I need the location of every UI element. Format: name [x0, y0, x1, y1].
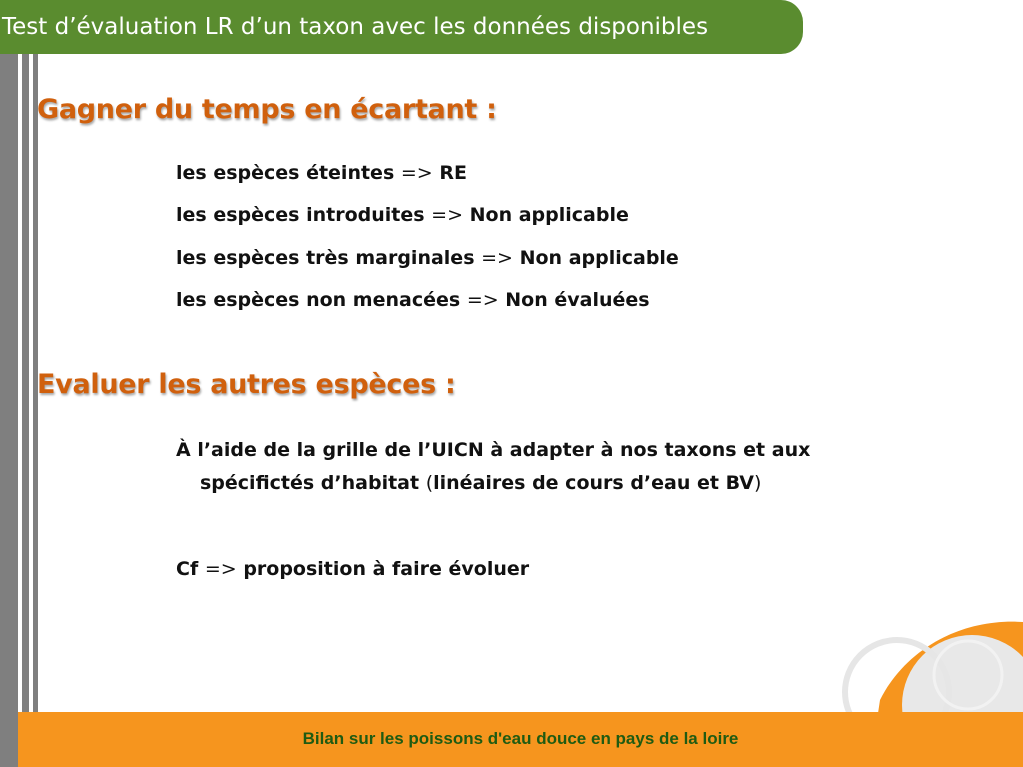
- habitat-detail: linéaires de cours d’eau et BV: [433, 472, 754, 494]
- paragraph-line-2: [176, 467, 936, 500]
- habitat-text: spécifictés d’habitat: [200, 472, 426, 494]
- item-result: Non applicable: [469, 204, 629, 226]
- list-item: [176, 289, 650, 311]
- item-result: Non évaluées: [505, 289, 650, 311]
- item-arrow: =>: [431, 204, 464, 226]
- section-heading-2: Evaluer les autres espèces :: [37, 369, 456, 400]
- item-label: les espèces éteintes: [176, 162, 395, 184]
- paragraph-grille: [176, 434, 936, 500]
- list-item: [176, 247, 679, 269]
- cf-text: proposition à faire évoluer: [243, 558, 530, 580]
- item-label: les espèces non menacées: [176, 289, 461, 311]
- cf-arrow: =>: [204, 558, 237, 580]
- item-arrow: =>: [466, 289, 499, 311]
- section-heading-1: Gagner du temps en écartant :: [37, 94, 497, 125]
- cf-label: Cf: [176, 558, 199, 580]
- footer-bar: [18, 712, 1023, 767]
- list-item: [176, 162, 467, 184]
- item-result: RE: [439, 162, 467, 184]
- paragraph-line-1: À l’aide de la grille de l’UICN à adapter à nos taxons et aux: [176, 439, 811, 461]
- item-arrow: =>: [400, 162, 433, 184]
- paren-open: (: [425, 472, 434, 494]
- paragraph-cf: [176, 558, 529, 580]
- footer-text: Bilan sur les poissons d'eau douce en pays de la loire: [302, 729, 739, 748]
- slide-title: Test d’évaluation LR d’un taxon avec les données disponibles: [0, 0, 803, 54]
- list-item: [176, 204, 629, 226]
- item-label: les espèces très marginales: [176, 247, 482, 269]
- item-label: les espèces introduites: [176, 204, 425, 226]
- paren-close: ): [753, 472, 762, 494]
- item-result: Non applicable: [519, 247, 679, 269]
- item-arrow: =>: [481, 247, 513, 269]
